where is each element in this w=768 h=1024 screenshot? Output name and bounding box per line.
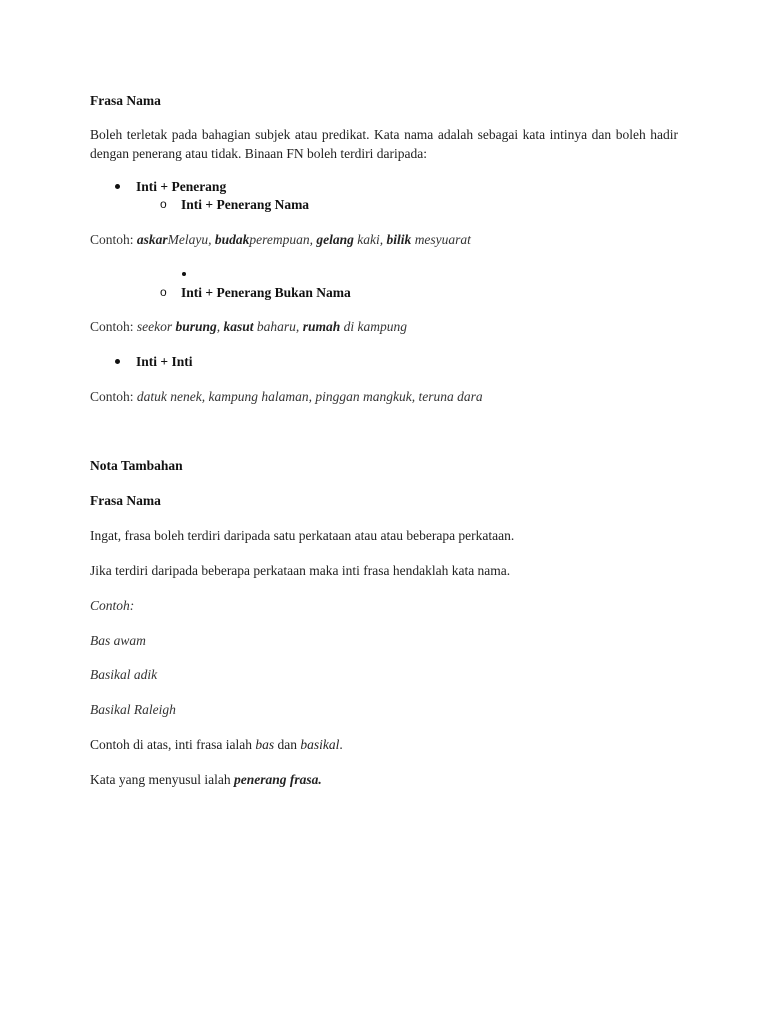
- empty-bullet-dot: [182, 272, 186, 276]
- example-label: Contoh:: [90, 319, 137, 334]
- example-word: kasut: [223, 319, 254, 334]
- example-modifier: kaki,: [353, 232, 387, 247]
- example-word: bilik: [386, 232, 412, 247]
- sub-bullet-circle: o: [160, 285, 167, 299]
- bullet-inti-inti: Inti + Inti: [136, 354, 193, 369]
- text-run: Contoh di atas, inti frasa ialah: [90, 737, 256, 752]
- text-run: .: [339, 737, 343, 752]
- example-word: rumah: [302, 319, 341, 334]
- intro-paragraph: Boleh terletak pada bahagian subjek atau predikat. Kata nama adalah sebagai kata intinya dan boleh hadir dengan penerang atau tidak. Binaan FN boleh terdiri daripada:: [90, 127, 678, 161]
- example-item: Bas awam: [90, 633, 146, 648]
- sub-bullet-circle: o: [160, 197, 167, 211]
- paragraph-ingat: Ingat, frasa boleh terdiri daripada satu perkataan atau atau beberapa perkataan.: [90, 528, 515, 543]
- emphasis-word: basikal: [300, 737, 340, 752]
- example-label: Contoh:: [90, 232, 137, 247]
- subsection-title-frasa-nama: Frasa Nama: [90, 493, 161, 508]
- example-modifier: di kampung: [340, 319, 407, 334]
- example-line-2: [90, 317, 678, 336]
- example-label: Contoh:: [90, 389, 137, 404]
- bullet-dot: [115, 359, 120, 364]
- example-line-3: [90, 387, 678, 406]
- paragraph-jika: Jika terdiri daripada beberapa perkataan maka inti frasa hendaklah kata nama.: [90, 563, 511, 578]
- example-item: Basikal adik: [90, 667, 158, 682]
- bullet-dot: [115, 184, 120, 189]
- section-title-frasa-nama: Frasa Nama: [90, 93, 161, 108]
- paragraph-kata-menyusul: [90, 770, 678, 789]
- example-modifier: ,: [216, 319, 224, 334]
- emphasis-word: bas: [255, 737, 275, 752]
- bullet-inti-penerang: Inti + Penerang: [136, 179, 227, 194]
- sub-bullet-penerang-bukan-nama: Inti + Penerang Bukan Nama: [181, 285, 351, 300]
- example-line-1: [90, 230, 678, 249]
- contoh-label: Contoh:: [90, 598, 135, 613]
- example-word: budak: [214, 232, 250, 247]
- example-prefix: seekor: [136, 319, 176, 334]
- example-word: burung: [175, 319, 217, 334]
- example-word: askar: [136, 232, 168, 247]
- text-run: Kata yang menyusul ialah: [90, 772, 234, 787]
- emphasis-word: penerang frasa.: [233, 772, 322, 787]
- example-modifier: baharu,: [253, 319, 303, 334]
- example-word: gelang: [316, 232, 354, 247]
- example-item: Basikal Raleigh: [90, 702, 176, 717]
- paragraph-contoh-di-atas: [90, 735, 678, 754]
- example-text: datuk nenek, kampung halaman, pinggan mangkuk, teruna dara: [136, 389, 483, 404]
- sub-bullet-penerang-nama: Inti + Penerang Nama: [181, 197, 310, 212]
- example-modifier: mesyuarat: [411, 232, 471, 247]
- text-run: dan: [274, 737, 301, 752]
- example-modifier: Melayu,: [167, 232, 215, 247]
- example-modifier: perempuan,: [249, 232, 317, 247]
- section-title-nota-tambahan: Nota Tambahan: [90, 458, 183, 473]
